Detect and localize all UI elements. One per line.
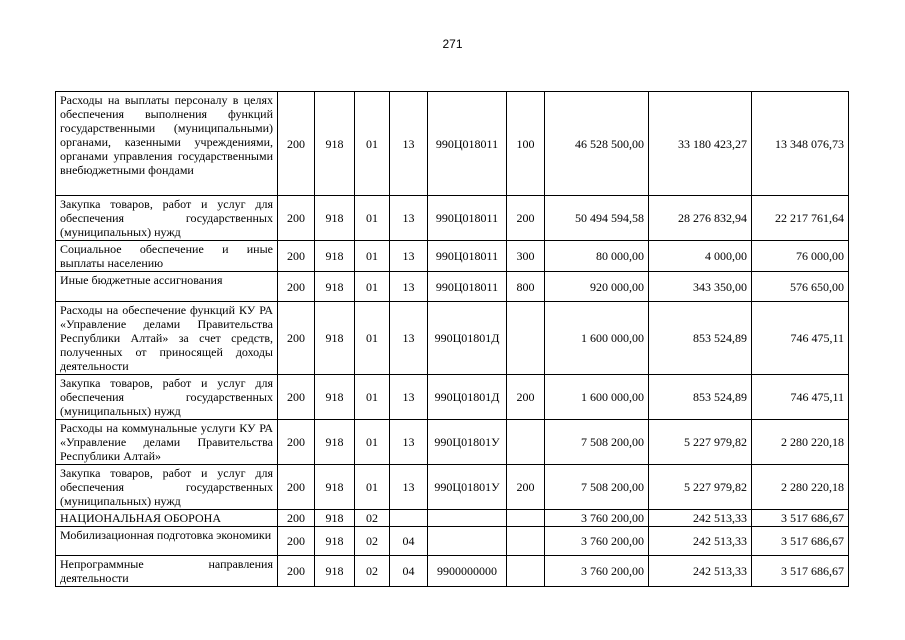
table-row bbox=[56, 556, 849, 587]
cell-csr: 990Ц018011 bbox=[428, 241, 507, 272]
cell-pr: 13 bbox=[390, 196, 428, 241]
cell-vr bbox=[507, 527, 545, 556]
cell-sum3: 2 280 220,18 bbox=[752, 420, 849, 465]
cell-sum2: 4 000,00 bbox=[649, 241, 752, 272]
cell-ved: 918 bbox=[315, 196, 355, 241]
row-name: Расходы на обеспечение функций КУ РА «Управление делами Правительства Республики Алтай» за счет средств, полученных от приносящей доходы деятельности bbox=[56, 302, 278, 375]
cell-sum1: 1 600 000,00 bbox=[545, 302, 649, 375]
row-name: Закупка товаров, работ и услуг для обеспечения государственных (муниципальных) нужд bbox=[56, 465, 278, 510]
cell-sum2: 5 227 979,82 bbox=[649, 465, 752, 510]
cell-sum3: 576 650,00 bbox=[752, 272, 849, 302]
cell-sum2: 242 513,33 bbox=[649, 556, 752, 587]
cell-rz: 02 bbox=[355, 527, 390, 556]
cell-rz: 01 bbox=[355, 241, 390, 272]
cell-sum2: 242 513,33 bbox=[649, 527, 752, 556]
cell-gr: 200 bbox=[278, 196, 315, 241]
cell-gr: 200 bbox=[278, 556, 315, 587]
table-row bbox=[56, 527, 849, 556]
cell-pr: 13 bbox=[390, 241, 428, 272]
row-name: Расходы на выплаты персоналу в целях обеспечения выполнения функций государственными (муниципальными) органами, казенными учреждениями, органами управления государственными внебюджетными фондами bbox=[56, 92, 278, 196]
cell-ved: 918 bbox=[315, 272, 355, 302]
cell-vr bbox=[507, 420, 545, 465]
cell-ved: 918 bbox=[315, 302, 355, 375]
cell-rz: 01 bbox=[355, 465, 390, 510]
cell-sum2: 853 524,89 bbox=[649, 302, 752, 375]
cell-sum3: 3 517 686,67 bbox=[752, 527, 849, 556]
cell-sum2: 242 513,33 bbox=[649, 510, 752, 527]
cell-gr: 200 bbox=[278, 241, 315, 272]
row-name: Непрограммные направления деятельности bbox=[56, 556, 278, 587]
cell-sum1: 80 000,00 bbox=[545, 241, 649, 272]
cell-sum1: 3 760 200,00 bbox=[545, 556, 649, 587]
cell-vr bbox=[507, 510, 545, 527]
table-row bbox=[56, 420, 849, 465]
cell-rz: 01 bbox=[355, 302, 390, 375]
cell-pr: 13 bbox=[390, 375, 428, 420]
cell-sum3: 746 475,11 bbox=[752, 375, 849, 420]
cell-sum1: 7 508 200,00 bbox=[545, 420, 649, 465]
cell-sum3: 746 475,11 bbox=[752, 302, 849, 375]
cell-ved: 918 bbox=[315, 510, 355, 527]
table-row bbox=[56, 196, 849, 241]
cell-pr bbox=[390, 510, 428, 527]
cell-sum3: 22 217 761,64 bbox=[752, 196, 849, 241]
row-name: Закупка товаров, работ и услуг для обеспечения государственных (муниципальных) нужд bbox=[56, 196, 278, 241]
page-number: 271 bbox=[442, 37, 463, 51]
cell-gr: 200 bbox=[278, 375, 315, 420]
row-name: Расходы на коммунальные услуги КУ РА «Управление делами Правительства Республики Алтай» bbox=[56, 420, 278, 465]
cell-rz: 02 bbox=[355, 556, 390, 587]
table-row bbox=[56, 92, 849, 196]
cell-pr: 13 bbox=[390, 92, 428, 196]
cell-sum3: 13 348 076,73 bbox=[752, 92, 849, 196]
cell-vr: 100 bbox=[507, 92, 545, 196]
cell-sum1: 50 494 594,58 bbox=[545, 196, 649, 241]
cell-sum3: 2 280 220,18 bbox=[752, 465, 849, 510]
cell-gr: 200 bbox=[278, 272, 315, 302]
cell-sum2: 853 524,89 bbox=[649, 375, 752, 420]
cell-ved: 918 bbox=[315, 420, 355, 465]
cell-sum1: 46 528 500,00 bbox=[545, 92, 649, 196]
cell-ved: 918 bbox=[315, 375, 355, 420]
cell-sum2: 28 276 832,94 bbox=[649, 196, 752, 241]
row-name: НАЦИОНАЛЬНАЯ ОБОРОНА bbox=[56, 510, 278, 527]
cell-gr: 200 bbox=[278, 465, 315, 510]
cell-sum3: 3 517 686,67 bbox=[752, 510, 849, 527]
cell-csr bbox=[428, 527, 507, 556]
cell-csr: 990Ц01801У bbox=[428, 465, 507, 510]
cell-pr: 13 bbox=[390, 465, 428, 510]
cell-vr: 300 bbox=[507, 241, 545, 272]
cell-sum2: 343 350,00 bbox=[649, 272, 752, 302]
cell-vr: 200 bbox=[507, 375, 545, 420]
cell-csr: 990Ц01801Д bbox=[428, 375, 507, 420]
cell-vr: 200 bbox=[507, 465, 545, 510]
cell-sum3: 76 000,00 bbox=[752, 241, 849, 272]
cell-rz: 01 bbox=[355, 420, 390, 465]
cell-ved: 918 bbox=[315, 556, 355, 587]
table-row bbox=[56, 510, 849, 527]
cell-csr: 990Ц01801Д bbox=[428, 302, 507, 375]
cell-csr: 9900000000 bbox=[428, 556, 507, 587]
budget-table bbox=[55, 91, 849, 587]
cell-vr bbox=[507, 302, 545, 375]
cell-sum1: 3 760 200,00 bbox=[545, 510, 649, 527]
cell-pr: 04 bbox=[390, 556, 428, 587]
cell-vr bbox=[507, 556, 545, 587]
cell-vr: 200 bbox=[507, 196, 545, 241]
cell-csr: 990Ц018011 bbox=[428, 92, 507, 196]
cell-gr: 200 bbox=[278, 527, 315, 556]
cell-rz: 01 bbox=[355, 272, 390, 302]
cell-pr: 13 bbox=[390, 272, 428, 302]
row-name: Закупка товаров, работ и услуг для обеспечения государственных (муниципальных) нужд bbox=[56, 375, 278, 420]
cell-vr: 800 bbox=[507, 272, 545, 302]
table-row bbox=[56, 465, 849, 510]
cell-gr: 200 bbox=[278, 302, 315, 375]
cell-rz: 01 bbox=[355, 92, 390, 196]
cell-gr: 200 bbox=[278, 510, 315, 527]
cell-sum1: 1 600 000,00 bbox=[545, 375, 649, 420]
cell-sum3: 3 517 686,67 bbox=[752, 556, 849, 587]
cell-gr: 200 bbox=[278, 420, 315, 465]
cell-pr: 13 bbox=[390, 302, 428, 375]
cell-csr bbox=[428, 510, 507, 527]
cell-csr: 990Ц01801У bbox=[428, 420, 507, 465]
cell-pr: 04 bbox=[390, 527, 428, 556]
table-row bbox=[56, 375, 849, 420]
cell-csr: 990Ц018011 bbox=[428, 196, 507, 241]
table-row bbox=[56, 241, 849, 272]
cell-sum2: 5 227 979,82 bbox=[649, 420, 752, 465]
cell-rz: 01 bbox=[355, 375, 390, 420]
table-row bbox=[56, 272, 849, 302]
row-name: Социальное обеспечение и иные выплаты населению bbox=[56, 241, 278, 272]
cell-sum2: 33 180 423,27 bbox=[649, 92, 752, 196]
cell-ved: 918 bbox=[315, 465, 355, 510]
cell-sum1: 920 000,00 bbox=[545, 272, 649, 302]
cell-rz: 02 bbox=[355, 510, 390, 527]
cell-csr: 990Ц018011 bbox=[428, 272, 507, 302]
row-name: Мобилизационная подготовка экономики bbox=[56, 527, 278, 556]
cell-ved: 918 bbox=[315, 92, 355, 196]
cell-ved: 918 bbox=[315, 241, 355, 272]
cell-rz: 01 bbox=[355, 196, 390, 241]
row-name: Иные бюджетные ассигнования bbox=[56, 272, 278, 302]
table-row bbox=[56, 302, 849, 375]
cell-sum1: 7 508 200,00 bbox=[545, 465, 649, 510]
cell-sum1: 3 760 200,00 bbox=[545, 527, 649, 556]
cell-pr: 13 bbox=[390, 420, 428, 465]
cell-ved: 918 bbox=[315, 527, 355, 556]
cell-gr: 200 bbox=[278, 92, 315, 196]
